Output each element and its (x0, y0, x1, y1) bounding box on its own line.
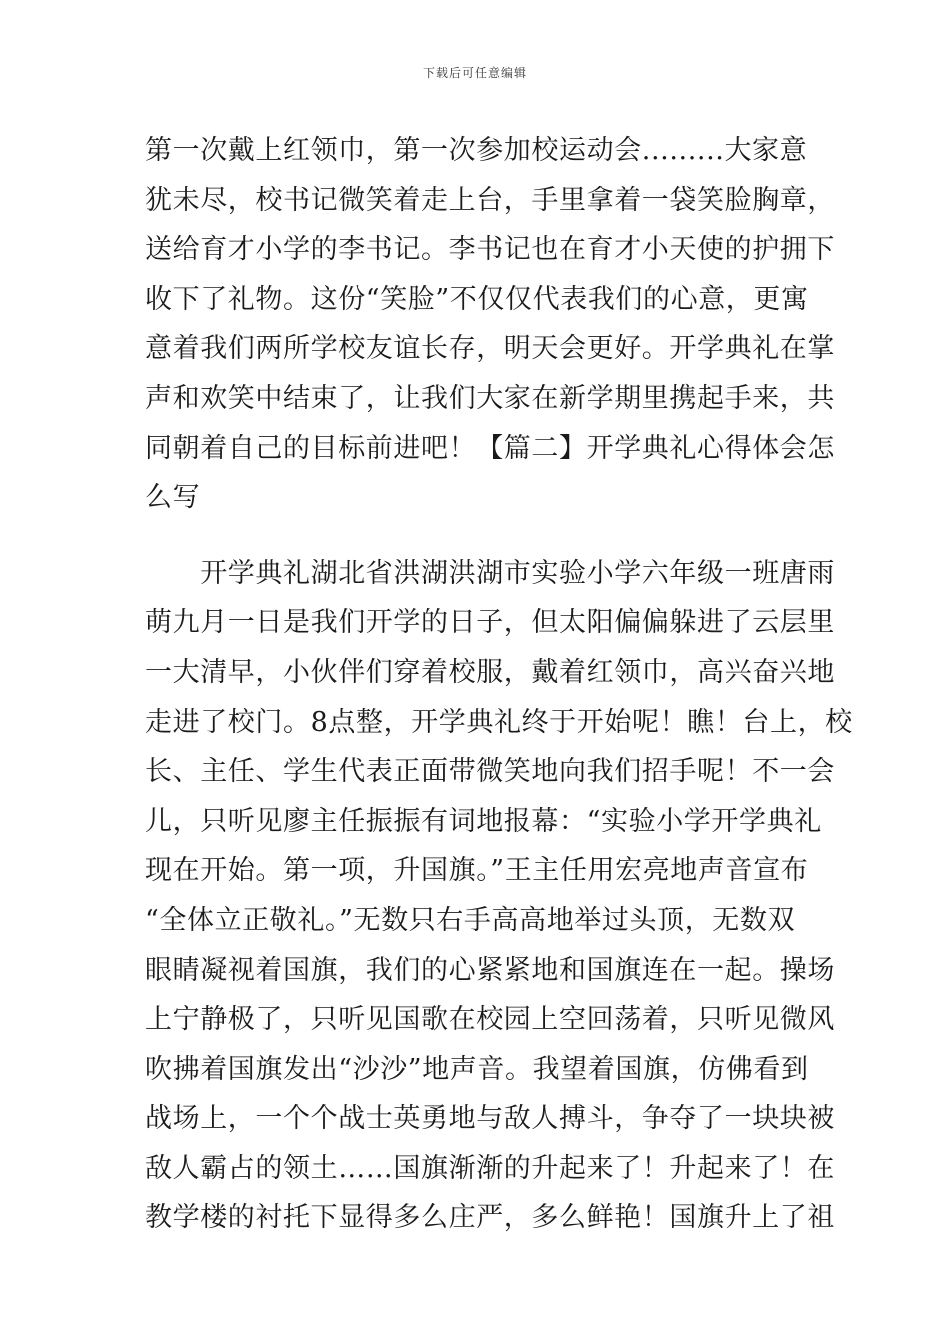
text-line: 上宁静极了，只听见国歌在校园上空回荡着，只听见微风 (145, 1004, 835, 1036)
text-line: 声和欢笑中结束了，让我们大家在新学期里携起手来，共 (145, 382, 835, 414)
paragraph-1 (145, 126, 835, 523)
text-line: 长、主任、学生代表正面带微笑地向我们招手呢！不一会 (145, 756, 835, 788)
text-line: 走进了校门。8点整，开学典礼终于开始呢！瞧！台上，校 (145, 706, 853, 738)
text-line: 萌九月一日是我们开学的日子，但太阳偏偏躲进了云层里 (145, 607, 835, 639)
text-line: 现在开始。第一项，升国旗。”王主任用宏亮地声音宣布 (145, 855, 809, 887)
paragraph-2 (145, 549, 853, 1243)
text-line: 开学典礼湖北省洪湖洪湖市实验小学六年级一班唐雨 (145, 557, 835, 589)
text-line: 么写 (145, 482, 201, 514)
text-line: 送给育才小学的李书记。李书记也在育才小天使的护拥下 (145, 234, 835, 266)
text-line: 收下了礼物。这份“笑脸”不仅仅代表我们的心意，更寓 (145, 283, 809, 315)
document-body (145, 126, 853, 1243)
text-line: 同朝着自己的目标前进吧！【篇二】开学典礼心得体会怎 (145, 432, 835, 464)
text-line: 战场上，一个个战士英勇地与敌人搏斗，争夺了一块块被 (145, 1103, 835, 1135)
text-line: 吹拂着国旗发出“沙沙”地声音。我望着国旗，仿佛看到 (145, 1053, 809, 1085)
text-line: 敌人霸占的领土……国旗渐渐的升起来了！升起来了！在 (145, 1152, 835, 1184)
text-line: 第一次戴上红领巾，第一次参加校运动会.........大家意 (145, 135, 808, 166)
text-line: 犹未尽，校书记微笑着走上台，手里拿着一袋笑脸胸章， (145, 184, 835, 216)
text-line: 教学楼的衬托下显得多么庄严，多么鲜艳！国旗升上了祖 (145, 1202, 835, 1234)
text-line: 眼睛凝视着国旗，我们的心紧紧地和国旗连在一起。操场 (145, 954, 835, 986)
text-line: 一大清早，小伙伴们穿着校服，戴着红领巾，高兴奋兴地 (145, 656, 835, 688)
paragraph-spacer (145, 523, 810, 549)
text-line: 意着我们两所学校友谊长存，明天会更好。开学典礼在掌 (145, 333, 835, 365)
text-line: 儿，只听见廖主任振振有词地报幕：“实验小学开学典礼 (145, 805, 822, 837)
text-line: “全体立正敬礼。”无数只右手高高地举过头顶，无数双 (145, 904, 796, 936)
page-header: 下载后可任意编辑 (422, 66, 527, 80)
